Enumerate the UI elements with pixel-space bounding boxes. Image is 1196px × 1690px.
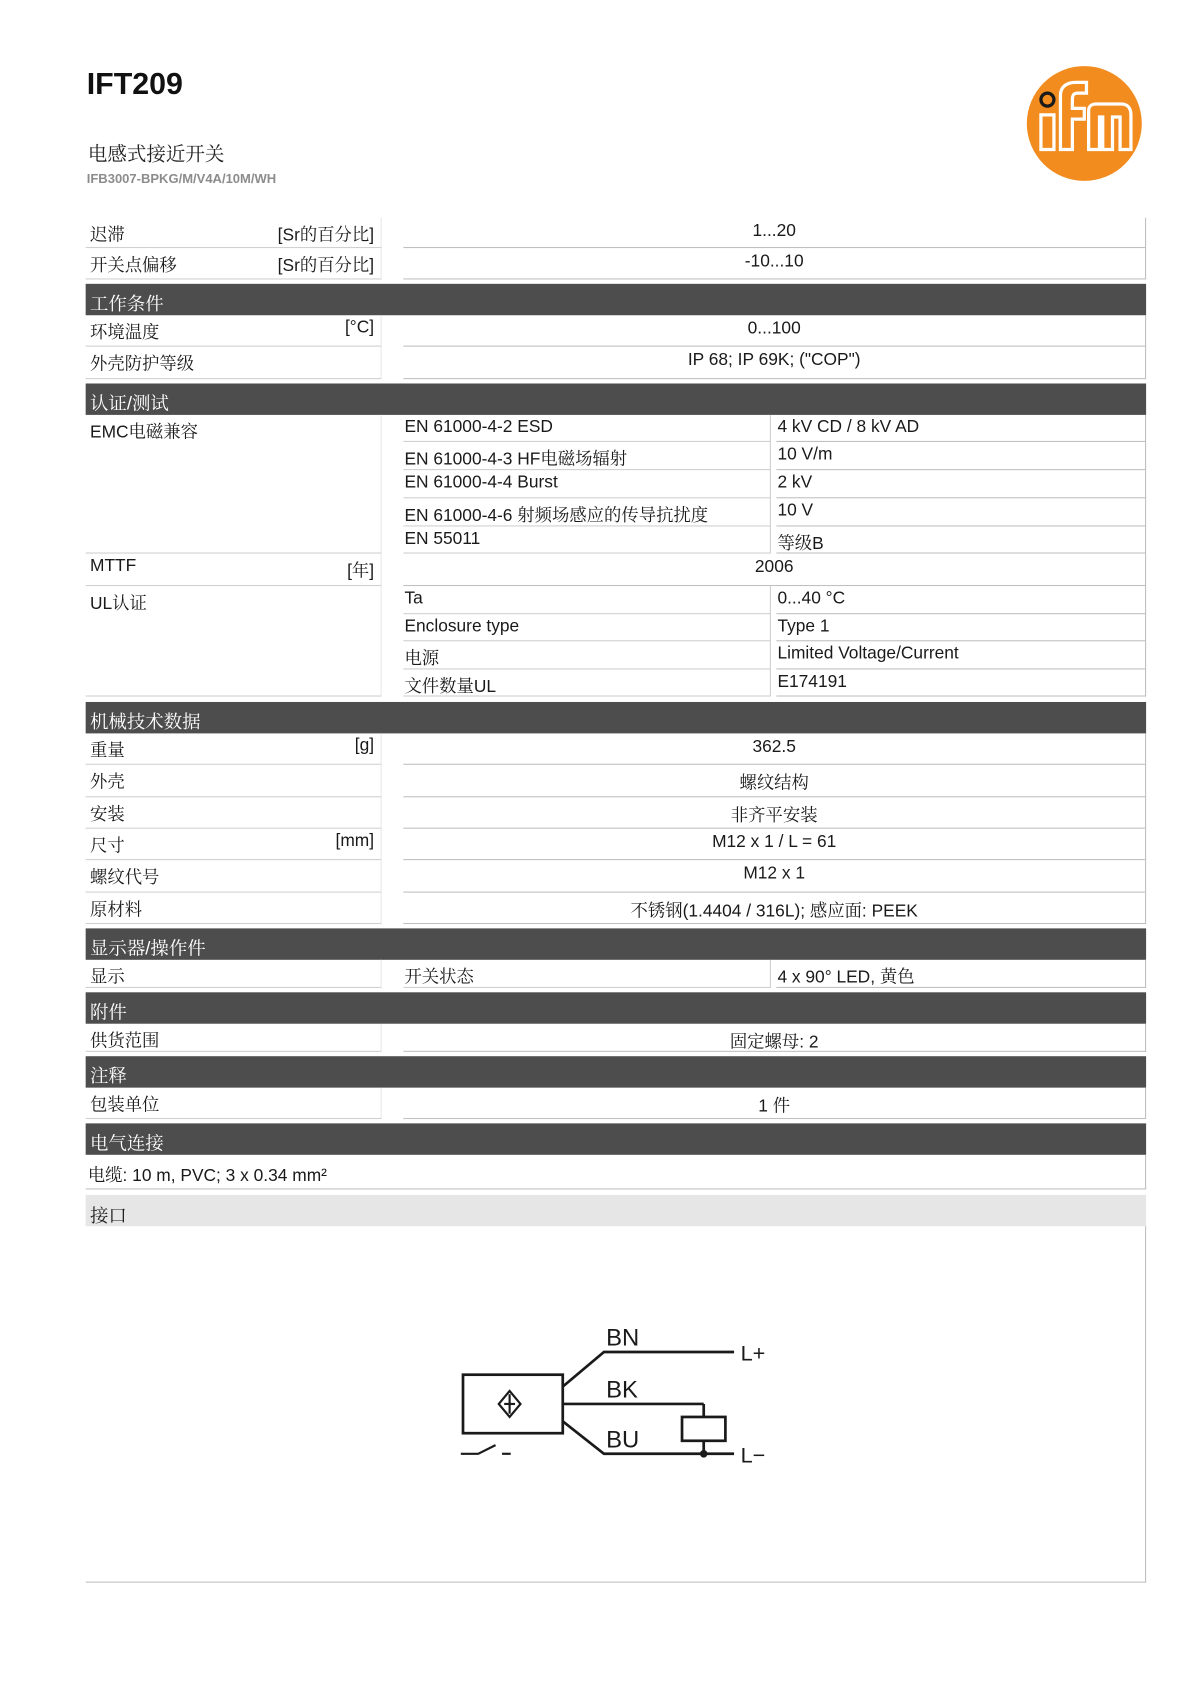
- section-header-accessories: [86, 992, 1146, 1023]
- ul-item: [86, 641, 1146, 669]
- emc-name: EN 61000-4-2 ESD: [404, 418, 553, 437]
- ul-item: [86, 614, 1146, 641]
- interface-title: 接口: [89, 1205, 127, 1227]
- row-value: 非齐平安装: [730, 807, 818, 826]
- ul-item: [86, 586, 1146, 614]
- row-unit: [g]: [354, 736, 375, 756]
- row-label: 外壳防护等级: [89, 355, 195, 374]
- row-label: MTTF: [89, 556, 137, 576]
- row-value: 不锈钢(1.4404 / 316L); 感应面: PEEK: [630, 902, 918, 921]
- emc-value: 10 V: [777, 501, 814, 520]
- label-bk: BK: [606, 1376, 638, 1404]
- row-unit: [°C]: [344, 318, 375, 337]
- emc-value: 10 V/m: [777, 445, 833, 464]
- emc-value: 等级B: [777, 535, 824, 554]
- interface-header: [86, 1195, 1146, 1226]
- label-bu: BU: [606, 1426, 640, 1454]
- ul-name: 文件数量UL: [404, 678, 497, 697]
- ul-value: 0...40 °C: [777, 589, 846, 608]
- emc-value: 4 kV CD / 8 kV AD: [777, 418, 920, 437]
- emc-item: [86, 470, 1146, 498]
- row-value: 362.5: [752, 737, 796, 757]
- row-label: 供货范围: [89, 1032, 160, 1051]
- row-weight: [86, 733, 1146, 764]
- section-title: 注释: [89, 1065, 127, 1087]
- row-thread: [86, 860, 1146, 892]
- ul-item: [86, 669, 1146, 696]
- section-title: 机械技术数据: [89, 711, 201, 733]
- display-name: 开关状态: [404, 968, 474, 987]
- label-lplus: L+: [740, 1340, 766, 1366]
- row-label: 安装: [89, 805, 125, 825]
- emc-value: 2 kV: [777, 473, 813, 492]
- row-dimensions: [86, 829, 1146, 860]
- row-label: 包装单位: [89, 1096, 160, 1115]
- row-label: 螺纹代号: [89, 868, 160, 888]
- ul-name: Enclosure type: [404, 617, 520, 636]
- row-value: 2006: [754, 557, 794, 577]
- ul-name: Ta: [404, 589, 423, 608]
- article-number: IFB3007-BPKG/M/V4A/10M/WH: [86, 171, 277, 187]
- row-hysteresis: [86, 218, 1146, 248]
- section-title: 工作条件: [89, 293, 164, 315]
- row-label: 尺寸: [89, 837, 125, 856]
- emc-name: EN 55011: [404, 529, 481, 549]
- row-value: M12 x 1: [743, 864, 806, 883]
- wire-bu: [563, 1421, 734, 1453]
- row-packaging: [86, 1088, 1146, 1119]
- label-lminus: L−: [740, 1442, 766, 1468]
- row-unit: [年]: [347, 562, 375, 581]
- row-mttf: [86, 554, 1146, 586]
- ifm-logo: [1026, 65, 1143, 182]
- ul-name: 电源: [404, 649, 440, 669]
- switch-symbol: [461, 1445, 496, 1454]
- junction-dot: [700, 1450, 708, 1458]
- section-title: 附件: [89, 1002, 127, 1023]
- emc-name: EN 61000-4-4 Burst: [404, 473, 558, 492]
- row-label: EMC电磁兼容: [89, 423, 198, 442]
- row-label: 迟滞: [89, 226, 125, 245]
- row-value: M12 x 1 / L = 61: [712, 833, 837, 852]
- row-mounting: [86, 797, 1146, 828]
- row-unit: [mm]: [335, 831, 375, 851]
- row-value: 1...20: [752, 222, 796, 241]
- product-title: IFT209: [86, 67, 183, 101]
- section-header-operating: [86, 284, 1146, 315]
- row-label: UL认证: [89, 594, 147, 614]
- wire-bn: [563, 1352, 734, 1387]
- section-header-mechanical: [86, 702, 1146, 733]
- row-ambient-temp: [86, 315, 1146, 346]
- emc-item: [86, 442, 1146, 470]
- row-value: 螺纹结构: [739, 774, 809, 793]
- section-header-tests: [86, 383, 1146, 414]
- row-switch-point-drift: [86, 248, 1146, 279]
- row-label: 显示: [89, 968, 125, 987]
- row-material: [86, 893, 1146, 924]
- row-scope-of-supply: [86, 1024, 1146, 1052]
- row-unit: [Sr的百分比]: [277, 226, 375, 245]
- row-value: IP 68; IP 69K; ("COP"): [687, 350, 861, 370]
- cable-text: 电缆: 10 m, PVC; 3 x 0.34 mm²: [87, 1166, 327, 1186]
- emc-name: EN 61000-4-6 射频场感应的传导抗扰度: [404, 506, 709, 526]
- row-label: 环境温度: [89, 323, 160, 343]
- ul-value: E174191: [777, 672, 847, 692]
- section-header-display: [86, 928, 1146, 959]
- row-value: 0...100: [747, 319, 801, 338]
- section-header-notes: [86, 1056, 1146, 1087]
- label-bn: BN: [606, 1324, 640, 1352]
- section-title: 认证/测试: [89, 393, 169, 414]
- row-display: [86, 960, 1146, 988]
- row-label: 外壳: [89, 773, 125, 792]
- wiring-diagram-box: [86, 1226, 1146, 1582]
- row-value: 固定螺母: 2: [729, 1033, 819, 1052]
- row-label: 开关点偏移: [89, 256, 177, 276]
- ul-value: Type 1: [777, 617, 830, 636]
- emc-item: [86, 526, 1146, 553]
- emc-item: [86, 415, 1146, 442]
- display-value: 4 x 90° LED, 黄色: [777, 968, 915, 987]
- row-housing: [86, 765, 1146, 797]
- row-label: 重量: [89, 742, 125, 761]
- section-title: 显示器/操作件: [89, 938, 206, 959]
- row-value: -10...10: [744, 252, 804, 271]
- product-subtitle: 电感式接近开关: [87, 142, 225, 165]
- section-title: 电气连接: [89, 1133, 164, 1154]
- row-protection: [86, 347, 1146, 379]
- row-value: 1 件: [758, 1097, 791, 1116]
- ul-value: Limited Voltage/Current: [777, 644, 959, 663]
- cable-row: [86, 1155, 1146, 1190]
- row-label: 原材料: [89, 901, 143, 920]
- row-unit: [Sr的百分比]: [277, 256, 375, 276]
- emc-item: [86, 498, 1146, 526]
- load-icon: [682, 1417, 725, 1441]
- wiring-diagram: [86, 1226, 1146, 1582]
- emc-name: EN 61000-4-3 HF电磁场辐射: [404, 450, 628, 470]
- section-header-electrical: [86, 1123, 1146, 1154]
